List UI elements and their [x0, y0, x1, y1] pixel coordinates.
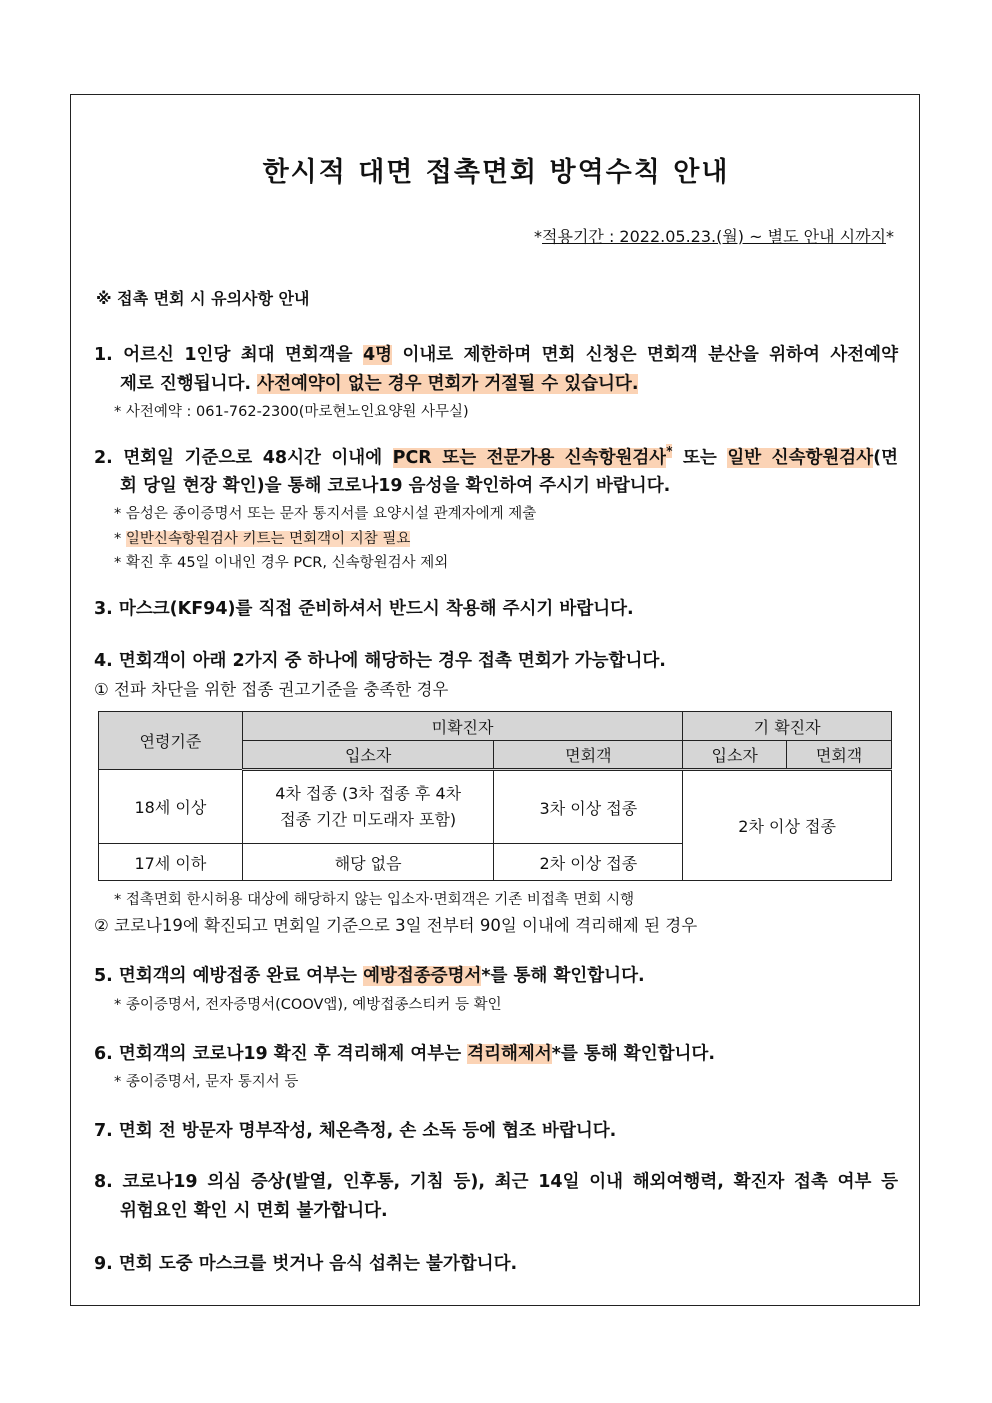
item8-line1: 8. 코로나19 의심 증상(발열, 인후통, 기침 등), 최근 14일 이내 해외여행력, 확진자 접촉 여부 등	[94, 1172, 898, 1192]
item2-note2-highlight: 일반신속항원검사 키트는 면회객이 지참 필요	[125, 531, 411, 547]
item6-line	[94, 1040, 715, 1065]
row2-resident: 해당 없음	[242, 844, 494, 881]
item3: 3. 마스크(KF94)를 직접 준비하셔서 반드시 착용해 주시기 바랍니다.	[94, 599, 634, 619]
item2-highlight-pcr: PCR 또는 전문가용 신속항원검사	[392, 448, 667, 468]
item5-text-b: *를 통해 확인합니다.	[481, 966, 645, 986]
header-resident-confirmed: 입소자	[683, 741, 787, 770]
row1-resident	[242, 770, 494, 844]
item2-text-or: 또는	[672, 448, 728, 468]
notice-heading: ※ 접촉 면회 시 유의사항 안내	[96, 289, 310, 308]
period-line	[534, 224, 894, 247]
item5-text-a: 5. 면회객의 예방접종 완료 여부는	[94, 966, 364, 986]
row2-visitor: 2차 이상 접종	[494, 844, 683, 881]
item1-text-b: 이내로 제한하며 면회 신청은 면회객 분산을 위하여 사전예약	[392, 345, 898, 365]
row1-resident-line1: 4차 접종 (3차 접종 후 4차	[275, 784, 462, 803]
table-header-row1	[99, 712, 892, 741]
item5-line	[94, 962, 645, 987]
header-confirmed: 기 확진자	[683, 712, 892, 741]
item2-line2: 회 당일 현장 확인)을 통해 코로나19 음성을 확인하여 주시기 바랍니다.	[120, 476, 671, 496]
item4-sub2: ② 코로나19에 확진되고 면회일 기준으로 3일 전부터 90일 이내에 격리해제 된 경우	[94, 916, 698, 935]
row1-visitor: 3차 이상 접종	[494, 770, 683, 844]
period-suffix: *	[886, 227, 894, 246]
page-title: 한시적 대면 접촉면회 방역수칙 안내	[262, 157, 730, 188]
row1-resident-line2: 접종 기간 미도래자 포함)	[280, 810, 457, 829]
item4-line1: 4. 면회객이 아래 2가지 중 하나에 해당하는 경우 접촉 면회가 가능합니다.	[94, 651, 666, 671]
item1-text-a: 1. 어르신 1인당 최대 면회객을	[94, 345, 363, 365]
item1-line1	[94, 341, 898, 366]
item2-asterisk: *	[666, 444, 673, 458]
header-visitor: 면회객	[494, 741, 683, 770]
item5-note: * 종이증명서, 전자증명서(COOV앱), 예방접종스티커 등 확인	[114, 997, 502, 1013]
item2-note2-star: *	[114, 531, 126, 547]
header-visitor-confirmed: 면회객	[787, 741, 892, 770]
item2-highlight-rapid: 일반 신속항원검사	[727, 448, 874, 468]
item2-line1	[94, 444, 898, 469]
item6-text-a: 6. 면회객의 코로나19 확진 후 격리해제 여부는	[94, 1044, 468, 1064]
vaccination-table	[98, 711, 892, 881]
item6-note: * 종이증명서, 문자 통지서 등	[114, 1074, 299, 1090]
header-age: 연령기준	[99, 712, 243, 770]
item6-highlight: 격리해제서	[467, 1044, 552, 1064]
table-row	[99, 770, 892, 844]
item9: 9. 면회 도중 마스크를 벗거나 음식 섭취는 불가합니다.	[94, 1254, 518, 1274]
header-unconfirmed: 미확진자	[242, 712, 682, 741]
item5-highlight: 예방접종증명서	[363, 966, 482, 986]
item1-highlight-max: 4명	[363, 345, 393, 365]
item6-text-b: *를 통해 확인합니다.	[551, 1044, 715, 1064]
item1-text-c: 제로 진행됩니다.	[120, 374, 258, 394]
item7: 7. 면회 전 방문자 명부작성, 체온측정, 손 소독 등에 협조 바랍니다.	[94, 1121, 617, 1141]
header-resident: 입소자	[242, 741, 494, 770]
item1-line2	[120, 370, 638, 395]
item2-text-a: 2. 면회일 기준으로 48시간 이내에	[94, 448, 393, 468]
table-note: * 접촉면회 한시허용 대상에 해당하지 않는 입소자·면회객은 기존 비접촉 면회 시행	[114, 892, 635, 908]
row2-age: 17세 이하	[99, 844, 243, 881]
item4-sub1: ① 전파 차단을 위한 접종 권고기준을 충족한 경우	[94, 680, 449, 699]
confirmed-value: 2차 이상 접종	[683, 770, 892, 881]
item2-note3: * 확진 후 45일 이내인 경우 PCR, 신속항원검사 제외	[114, 555, 449, 571]
item1-note: * 사전예약 : 061-762-2300(마로현노인요양원 사무실)	[114, 404, 469, 420]
row1-age: 18세 이상	[99, 770, 243, 844]
item2-note1: * 음성은 종이증명서 또는 문자 통지서를 요양시설 관계자에게 제출	[114, 506, 537, 522]
item1-highlight-warning: 사전예약이 없는 경우 면회가 거절될 수 있습니다.	[257, 374, 639, 394]
item2-text-b: (면	[873, 448, 899, 468]
period-text: 적용기간 : 2022.05.23.(월) ~ 별도 안내 시까지	[542, 227, 886, 246]
period-prefix: *	[534, 227, 543, 246]
item8-line2: 위험요인 확인 시 면회 불가합니다.	[120, 1201, 388, 1221]
item2-note2	[114, 527, 410, 548]
